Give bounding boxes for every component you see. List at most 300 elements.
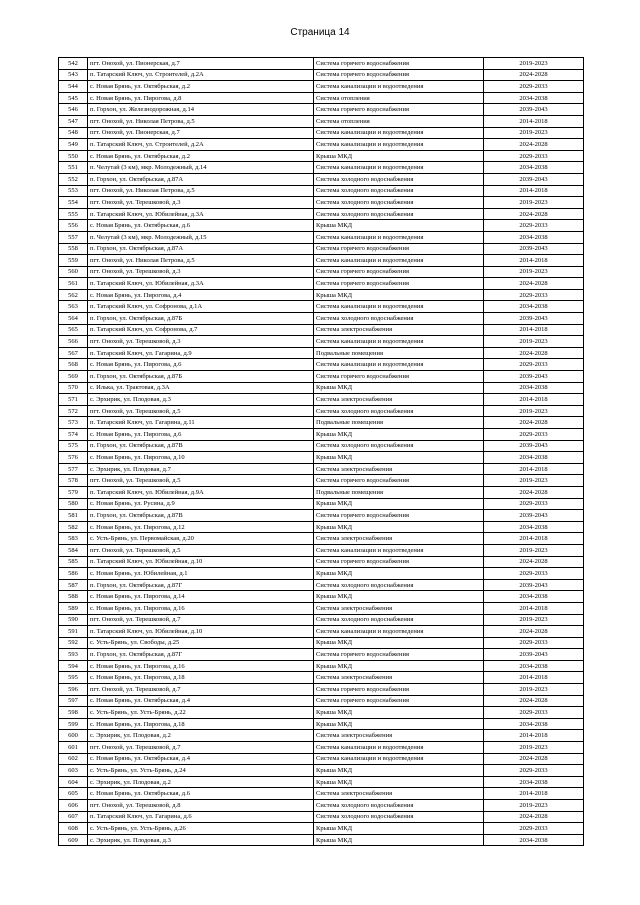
work-type-cell: Система канализации и водоотведения xyxy=(314,231,484,243)
period-cell: 2024-2028 xyxy=(484,695,584,707)
address-cell: п. Татарский Ключ, ул. Юбилейная, д.10 xyxy=(88,626,314,638)
period-cell: 2039-2043 xyxy=(484,243,584,255)
row-number-cell: 601 xyxy=(59,742,88,754)
address-cell: п. Горхон, ул. Октябрьская, д.87В xyxy=(88,440,314,452)
period-cell: 2029-2033 xyxy=(484,220,584,232)
row-number-cell: 549 xyxy=(59,139,88,151)
address-cell: с. Усть-Брянь, ул. Усть-Брянь, д.24 xyxy=(88,765,314,777)
period-cell: 2024-2028 xyxy=(484,139,584,151)
row-number-cell: 609 xyxy=(59,834,88,846)
row-number-cell: 608 xyxy=(59,823,88,835)
row-number-cell: 564 xyxy=(59,313,88,325)
work-type-cell: Система канализации и водоотведения xyxy=(314,544,484,556)
work-type-cell: Система канализации и водоотведения xyxy=(314,359,484,371)
row-number-cell: 586 xyxy=(59,568,88,580)
row-number-cell: 589 xyxy=(59,602,88,614)
work-type-cell: Подвальные помещения xyxy=(314,417,484,429)
period-cell: 2019-2023 xyxy=(484,336,584,348)
table-row xyxy=(59,81,584,93)
work-type-cell: Система горячего водоснабжения xyxy=(314,556,484,568)
work-type-cell: Крыша МКД xyxy=(314,382,484,394)
row-number-cell: 567 xyxy=(59,347,88,359)
row-number-cell: 597 xyxy=(59,695,88,707)
row-number-cell: 579 xyxy=(59,486,88,498)
work-type-cell: Система канализации и водоотведения xyxy=(314,81,484,93)
address-cell: пгт. Онохой, ул. Терешковой, д.3 xyxy=(88,336,314,348)
address-cell: п. Татарский Ключ, ул. Гагарина, д.11 xyxy=(88,417,314,429)
row-number-cell: 550 xyxy=(59,150,88,162)
table-row xyxy=(59,429,584,441)
table-row xyxy=(59,185,584,197)
work-type-cell: Крыша МКД xyxy=(314,823,484,835)
address-cell: п. Горхон, ул. Октябрьская, д.87Г xyxy=(88,579,314,591)
table-row xyxy=(59,173,584,185)
address-cell: с. Новая Брянь, ул. Октябрьская, д.4 xyxy=(88,695,314,707)
row-number-cell: 557 xyxy=(59,231,88,243)
table-row xyxy=(59,475,584,487)
period-cell: 2034-2038 xyxy=(484,382,584,394)
table-row xyxy=(59,626,584,638)
work-type-cell: Крыша МКД xyxy=(314,776,484,788)
table-row xyxy=(59,834,584,846)
address-cell: п. Татарский Ключ, ул. Строителей, д.2А xyxy=(88,139,314,151)
table-row xyxy=(59,800,584,812)
table-row xyxy=(59,150,584,162)
work-type-cell: Система горячего водоснабжения xyxy=(314,69,484,81)
address-cell: с. Новая Брянь, ул. Октябрьская, д.4 xyxy=(88,753,314,765)
period-cell: 2024-2028 xyxy=(484,626,584,638)
row-number-cell: 593 xyxy=(59,649,88,661)
address-cell: п. Горхон, ул. Железнодорожная, д.14 xyxy=(88,104,314,116)
work-type-cell: Система электроснабжения xyxy=(314,672,484,684)
address-cell: с. Усть-Брянь, ул. Первомайская, д.20 xyxy=(88,533,314,545)
work-type-cell: Система канализации и водоотведения xyxy=(314,255,484,267)
address-cell: п. Челутай (3 км), мкр. Молодежный, д.14 xyxy=(88,162,314,174)
address-cell: пгт. Онохой, ул. Терешковой, д.5 xyxy=(88,475,314,487)
address-cell: п. Горхон, ул. Октябрьская, д.87А xyxy=(88,243,314,255)
table-row xyxy=(59,568,584,580)
row-number-cell: 571 xyxy=(59,394,88,406)
row-number-cell: 573 xyxy=(59,417,88,429)
address-cell: с. Илька, ул. Трактовая, д.3А xyxy=(88,382,314,394)
table-row xyxy=(59,614,584,626)
table-row xyxy=(59,231,584,243)
row-number-cell: 542 xyxy=(59,58,88,70)
work-type-cell: Система холодного водоснабжения xyxy=(314,614,484,626)
work-type-cell: Крыша МКД xyxy=(314,834,484,846)
row-number-cell: 555 xyxy=(59,208,88,220)
address-cell: пгт. Онохой, ул. Николая Петрова, д.5 xyxy=(88,255,314,267)
address-cell: п. Татарский Ключ, ул. Софронова, д.7 xyxy=(88,324,314,336)
row-number-cell: 606 xyxy=(59,800,88,812)
work-type-cell: Крыша МКД xyxy=(314,289,484,301)
period-cell: 2034-2038 xyxy=(484,92,584,104)
period-cell: 2019-2023 xyxy=(484,800,584,812)
row-number-cell: 588 xyxy=(59,591,88,603)
table-row xyxy=(59,405,584,417)
work-type-cell: Система канализации и водоотведения xyxy=(314,626,484,638)
period-cell: 2019-2023 xyxy=(484,544,584,556)
address-cell: с. Эрхирик, ул. Плодовая, д.3 xyxy=(88,834,314,846)
row-number-cell: 594 xyxy=(59,660,88,672)
row-number-cell: 595 xyxy=(59,672,88,684)
work-type-cell: Система канализации и водоотведения xyxy=(314,127,484,139)
period-cell: 2014-2018 xyxy=(484,115,584,127)
row-number-cell: 605 xyxy=(59,788,88,800)
row-number-cell: 584 xyxy=(59,544,88,556)
table-row xyxy=(59,452,584,464)
table-row xyxy=(59,533,584,545)
work-type-cell: Система горячего водоснабжения xyxy=(314,266,484,278)
row-number-cell: 561 xyxy=(59,278,88,290)
row-number-cell: 558 xyxy=(59,243,88,255)
table-row xyxy=(59,637,584,649)
address-cell: п. Татарский Ключ, ул. Юбилейная, д.9А xyxy=(88,486,314,498)
table-row xyxy=(59,394,584,406)
work-type-cell: Система горячего водоснабжения xyxy=(314,649,484,661)
work-type-cell: Система электроснабжения xyxy=(314,730,484,742)
address-cell: пгт. Онохой, ул. Терешковой, д.8 xyxy=(88,800,314,812)
table-row xyxy=(59,417,584,429)
period-cell: 2039-2043 xyxy=(484,579,584,591)
work-type-cell: Система отопления xyxy=(314,92,484,104)
work-type-cell: Система горячего водоснабжения xyxy=(314,58,484,70)
work-type-cell: Система холодного водоснабжения xyxy=(314,440,484,452)
row-number-cell: 587 xyxy=(59,579,88,591)
address-cell: п. Татарский Ключ, ул. Гагарина, д.9 xyxy=(88,347,314,359)
address-cell: с. Эрхирик, ул. Плодовая, д.3 xyxy=(88,394,314,406)
period-cell: 2029-2033 xyxy=(484,289,584,301)
table-row xyxy=(59,220,584,232)
work-type-cell: Система канализации и водоотведения xyxy=(314,301,484,313)
work-type-cell: Система горячего водоснабжения xyxy=(314,510,484,522)
work-type-cell: Крыша МКД xyxy=(314,718,484,730)
period-cell: 2014-2018 xyxy=(484,602,584,614)
table-row xyxy=(59,742,584,754)
address-cell: с. Новая Брянь, ул. Пирогова, д.6 xyxy=(88,429,314,441)
table-row xyxy=(59,823,584,835)
work-type-cell: Система канализации и водоотведения xyxy=(314,742,484,754)
work-type-cell: Система электроснабжения xyxy=(314,463,484,475)
address-cell: с. Новая Брянь, ул. Юбилейная, д.1 xyxy=(88,568,314,580)
row-number-cell: 581 xyxy=(59,510,88,522)
address-cell: с. Эрхирик, ул. Плодовая, д.7 xyxy=(88,463,314,475)
address-cell: п. Горхон, ул. Октябрьская, д.87А xyxy=(88,173,314,185)
period-cell: 2039-2043 xyxy=(484,104,584,116)
row-number-cell: 547 xyxy=(59,115,88,127)
address-cell: с. Новая Брянь, ул. Октябрьская, д.6 xyxy=(88,788,314,800)
address-cell: с. Новая Брянь, ул. Пирогова, д.18 xyxy=(88,718,314,730)
period-cell: 2014-2018 xyxy=(484,788,584,800)
table-row xyxy=(59,579,584,591)
address-cell: пгт. Онохой, ул. Терешковой, д.5 xyxy=(88,544,314,556)
address-cell: с. Новая Брянь, ул. Пирогова, д.18 xyxy=(88,672,314,684)
row-number-cell: 556 xyxy=(59,220,88,232)
address-cell: п. Татарский Ключ, ул. Строителей, д.2А xyxy=(88,69,314,81)
table-row xyxy=(59,139,584,151)
address-cell: с. Новая Брянь, ул. Пирогова, д.12 xyxy=(88,521,314,533)
period-cell: 2024-2028 xyxy=(484,208,584,220)
period-cell: 2024-2028 xyxy=(484,69,584,81)
work-type-cell: Система горячего водоснабжения xyxy=(314,475,484,487)
work-type-cell: Система горячего водоснабжения xyxy=(314,695,484,707)
period-cell: 2039-2043 xyxy=(484,371,584,383)
address-cell: п. Горхон, ул. Октябрьская, д.87Б xyxy=(88,313,314,325)
table-row xyxy=(59,544,584,556)
period-cell: 2034-2038 xyxy=(484,591,584,603)
address-cell: п. Татарский Ключ, ул. Гагарина, д.6 xyxy=(88,811,314,823)
address-cell: с. Усть-Брянь, ул. Усть-Брянь, д.26 xyxy=(88,823,314,835)
period-cell: 2029-2033 xyxy=(484,81,584,93)
row-number-cell: 568 xyxy=(59,359,88,371)
work-type-cell: Система электроснабжения xyxy=(314,788,484,800)
address-cell: с. Новая Брянь, ул. Русина, д.9 xyxy=(88,498,314,510)
table-row xyxy=(59,301,584,313)
address-cell: пгт. Онохой, ул. Пионерская, д.7 xyxy=(88,58,314,70)
row-number-cell: 575 xyxy=(59,440,88,452)
period-cell: 2014-2018 xyxy=(484,324,584,336)
period-cell: 2029-2033 xyxy=(484,765,584,777)
work-type-cell: Система холодного водоснабжения xyxy=(314,811,484,823)
work-type-cell: Система холодного водоснабжения xyxy=(314,173,484,185)
table-row xyxy=(59,753,584,765)
address-cell: п. Горхон, ул. Октябрьская, д.87Г xyxy=(88,649,314,661)
table-row xyxy=(59,707,584,719)
address-cell: пгт. Онохой, ул. Николая Петрова, д.5 xyxy=(88,185,314,197)
period-cell: 2024-2028 xyxy=(484,486,584,498)
address-cell: с. Усть-Брянь, ул. Свободы, д.25 xyxy=(88,637,314,649)
period-cell: 2029-2033 xyxy=(484,707,584,719)
address-cell: п. Горхон, ул. Октябрьская, д.87В xyxy=(88,510,314,522)
table-row xyxy=(59,278,584,290)
table-row xyxy=(59,58,584,70)
table-row xyxy=(59,162,584,174)
table-row xyxy=(59,718,584,730)
period-cell: 2019-2023 xyxy=(484,58,584,70)
period-cell: 2024-2028 xyxy=(484,417,584,429)
work-type-cell: Система холодного водоснабжения xyxy=(314,313,484,325)
table-row xyxy=(59,776,584,788)
address-cell: п. Татарский Ключ, ул. Софронова, д.1А xyxy=(88,301,314,313)
address-cell: с. Новая Брянь, ул. Октябрьская, д.6 xyxy=(88,220,314,232)
period-cell: 2014-2018 xyxy=(484,533,584,545)
row-number-cell: 551 xyxy=(59,162,88,174)
address-cell: с. Новая Брянь, ул. Пирогова, д.10 xyxy=(88,452,314,464)
address-cell: с. Новая Брянь, ул. Пирогова, д.16 xyxy=(88,602,314,614)
row-number-cell: 598 xyxy=(59,707,88,719)
period-cell: 2029-2033 xyxy=(484,429,584,441)
period-cell: 2034-2038 xyxy=(484,718,584,730)
table-row xyxy=(59,672,584,684)
table-row xyxy=(59,127,584,139)
row-number-cell: 553 xyxy=(59,185,88,197)
period-cell: 2034-2038 xyxy=(484,776,584,788)
table-row xyxy=(59,266,584,278)
address-cell: с. Новая Брянь, ул. Пирогова, д.16 xyxy=(88,660,314,672)
row-number-cell: 554 xyxy=(59,197,88,209)
row-number-cell: 580 xyxy=(59,498,88,510)
period-cell: 2034-2038 xyxy=(484,231,584,243)
address-cell: с. Новая Брянь, ул. Пирогова, д.8 xyxy=(88,92,314,104)
period-cell: 2029-2033 xyxy=(484,150,584,162)
row-number-cell: 572 xyxy=(59,405,88,417)
period-cell: 2014-2018 xyxy=(484,185,584,197)
address-cell: п. Татарский Ключ, ул. Юбилейная, д.3А xyxy=(88,278,314,290)
row-number-cell: 545 xyxy=(59,92,88,104)
address-cell: п. Татарский Ключ, ул. Юбилейная, д.3А xyxy=(88,208,314,220)
work-type-cell: Подвальные помещения xyxy=(314,486,484,498)
period-cell: 2019-2023 xyxy=(484,475,584,487)
table-row xyxy=(59,486,584,498)
table-row xyxy=(59,556,584,568)
period-cell: 2019-2023 xyxy=(484,684,584,696)
row-number-cell: 600 xyxy=(59,730,88,742)
address-cell: пгт. Онохой, ул. Терешковой, д.3 xyxy=(88,197,314,209)
address-cell: п. Горхон, ул. Октябрьская, д.87Б xyxy=(88,371,314,383)
work-type-cell: Система холодного водоснабжения xyxy=(314,197,484,209)
work-type-cell: Крыша МКД xyxy=(314,150,484,162)
work-type-cell: Система электроснабжения xyxy=(314,602,484,614)
period-cell: 2029-2033 xyxy=(484,498,584,510)
period-cell: 2019-2023 xyxy=(484,197,584,209)
work-type-cell: Система канализации и водоотведения xyxy=(314,162,484,174)
table-row xyxy=(59,243,584,255)
row-number-cell: 602 xyxy=(59,753,88,765)
address-cell: с. Новая Брянь, ул. Пирогова, д.4 xyxy=(88,289,314,301)
table-row xyxy=(59,730,584,742)
row-number-cell: 607 xyxy=(59,811,88,823)
work-type-cell: Система холодного водоснабжения xyxy=(314,208,484,220)
period-cell: 2019-2023 xyxy=(484,614,584,626)
row-number-cell: 577 xyxy=(59,463,88,475)
period-cell: 2014-2018 xyxy=(484,255,584,267)
address-cell: с. Эрхирик, ул. Плодовая, д.2 xyxy=(88,776,314,788)
table-row xyxy=(59,684,584,696)
address-cell: с. Усть-Брянь, ул. Усть-Брянь, д.22 xyxy=(88,707,314,719)
row-number-cell: 585 xyxy=(59,556,88,568)
period-cell: 2019-2023 xyxy=(484,405,584,417)
work-type-cell: Крыша МКД xyxy=(314,707,484,719)
row-number-cell: 560 xyxy=(59,266,88,278)
work-type-cell: Система электроснабжения xyxy=(314,394,484,406)
row-number-cell: 566 xyxy=(59,336,88,348)
table-row xyxy=(59,498,584,510)
address-cell: с. Новая Брянь, ул. Октябрьская, д.2 xyxy=(88,81,314,93)
table-row xyxy=(59,382,584,394)
period-cell: 2024-2028 xyxy=(484,811,584,823)
period-cell: 2034-2038 xyxy=(484,660,584,672)
table-row xyxy=(59,463,584,475)
row-number-cell: 544 xyxy=(59,81,88,93)
work-type-cell: Система горячего водоснабжения xyxy=(314,684,484,696)
row-number-cell: 565 xyxy=(59,324,88,336)
work-type-cell: Крыша МКД xyxy=(314,498,484,510)
table-row xyxy=(59,324,584,336)
work-type-cell: Крыша МКД xyxy=(314,591,484,603)
work-type-cell: Крыша МКД xyxy=(314,521,484,533)
row-number-cell: 596 xyxy=(59,684,88,696)
work-type-cell: Система горячего водоснабжения xyxy=(314,278,484,290)
row-number-cell: 592 xyxy=(59,637,88,649)
row-number-cell: 574 xyxy=(59,429,88,441)
period-cell: 2039-2043 xyxy=(484,510,584,522)
work-type-cell: Крыша МКД xyxy=(314,660,484,672)
period-cell: 2034-2038 xyxy=(484,162,584,174)
period-cell: 2039-2043 xyxy=(484,313,584,325)
address-cell: с. Новая Брянь, ул. Пирогова, д.6 xyxy=(88,359,314,371)
period-cell: 2029-2033 xyxy=(484,823,584,835)
period-cell: 2014-2018 xyxy=(484,394,584,406)
period-cell: 2039-2043 xyxy=(484,440,584,452)
period-cell: 2019-2023 xyxy=(484,266,584,278)
address-cell: п. Челутай (3 км), мкр. Молодежный, д.15 xyxy=(88,231,314,243)
table-row xyxy=(59,649,584,661)
work-type-cell: Система электроснабжения xyxy=(314,533,484,545)
table-row xyxy=(59,602,584,614)
row-number-cell: 583 xyxy=(59,533,88,545)
register-table-body xyxy=(59,58,584,846)
period-cell: 2039-2043 xyxy=(484,173,584,185)
row-number-cell: 562 xyxy=(59,289,88,301)
period-cell: 2034-2038 xyxy=(484,521,584,533)
row-number-cell: 546 xyxy=(59,104,88,116)
period-cell: 2014-2018 xyxy=(484,672,584,684)
work-type-cell: Система холодного водоснабжения xyxy=(314,800,484,812)
address-cell: с. Новая Брянь, ул. Октябрьская, д.2 xyxy=(88,150,314,162)
period-cell: 2034-2038 xyxy=(484,301,584,313)
address-cell: пгт. Онохой, ул. Терешковой, д.7 xyxy=(88,742,314,754)
work-type-cell: Система канализации и водоотведения xyxy=(314,753,484,765)
work-type-cell: Система электроснабжения xyxy=(314,324,484,336)
row-number-cell: 552 xyxy=(59,173,88,185)
table-row xyxy=(59,765,584,777)
work-type-cell: Крыша МКД xyxy=(314,637,484,649)
table-row xyxy=(59,92,584,104)
work-type-cell: Крыша МКД xyxy=(314,429,484,441)
table-row xyxy=(59,591,584,603)
period-cell: 2019-2023 xyxy=(484,742,584,754)
row-number-cell: 543 xyxy=(59,69,88,81)
work-type-cell: Подвальные помещения xyxy=(314,347,484,359)
table-row xyxy=(59,695,584,707)
work-type-cell: Система канализации и водоотведения xyxy=(314,336,484,348)
period-cell: 2034-2038 xyxy=(484,452,584,464)
row-number-cell: 604 xyxy=(59,776,88,788)
row-number-cell: 548 xyxy=(59,127,88,139)
table-row xyxy=(59,788,584,800)
period-cell: 2014-2018 xyxy=(484,730,584,742)
address-cell: пгт. Онохой, ул. Терешковой, д.7 xyxy=(88,614,314,626)
row-number-cell: 603 xyxy=(59,765,88,777)
work-type-cell: Система холодного водоснабжения xyxy=(314,405,484,417)
table-row xyxy=(59,69,584,81)
work-type-cell: Крыша МКД xyxy=(314,452,484,464)
work-type-cell: Система горячего водоснабжения xyxy=(314,371,484,383)
period-cell: 2029-2033 xyxy=(484,637,584,649)
address-cell: пгт. Онохой, ул. Николая Петрова, д.5 xyxy=(88,115,314,127)
period-cell: 2029-2033 xyxy=(484,568,584,580)
work-type-cell: Крыша МКД xyxy=(314,220,484,232)
address-cell: с. Эрхирик, ул. Плодовая, д.2 xyxy=(88,730,314,742)
period-cell: 2029-2033 xyxy=(484,359,584,371)
row-number-cell: 576 xyxy=(59,452,88,464)
row-number-cell: 578 xyxy=(59,475,88,487)
table-row xyxy=(59,347,584,359)
table-row xyxy=(59,660,584,672)
work-type-cell: Система холодного водоснабжения xyxy=(314,579,484,591)
page-title: Страница 14 xyxy=(290,27,350,38)
row-number-cell: 590 xyxy=(59,614,88,626)
